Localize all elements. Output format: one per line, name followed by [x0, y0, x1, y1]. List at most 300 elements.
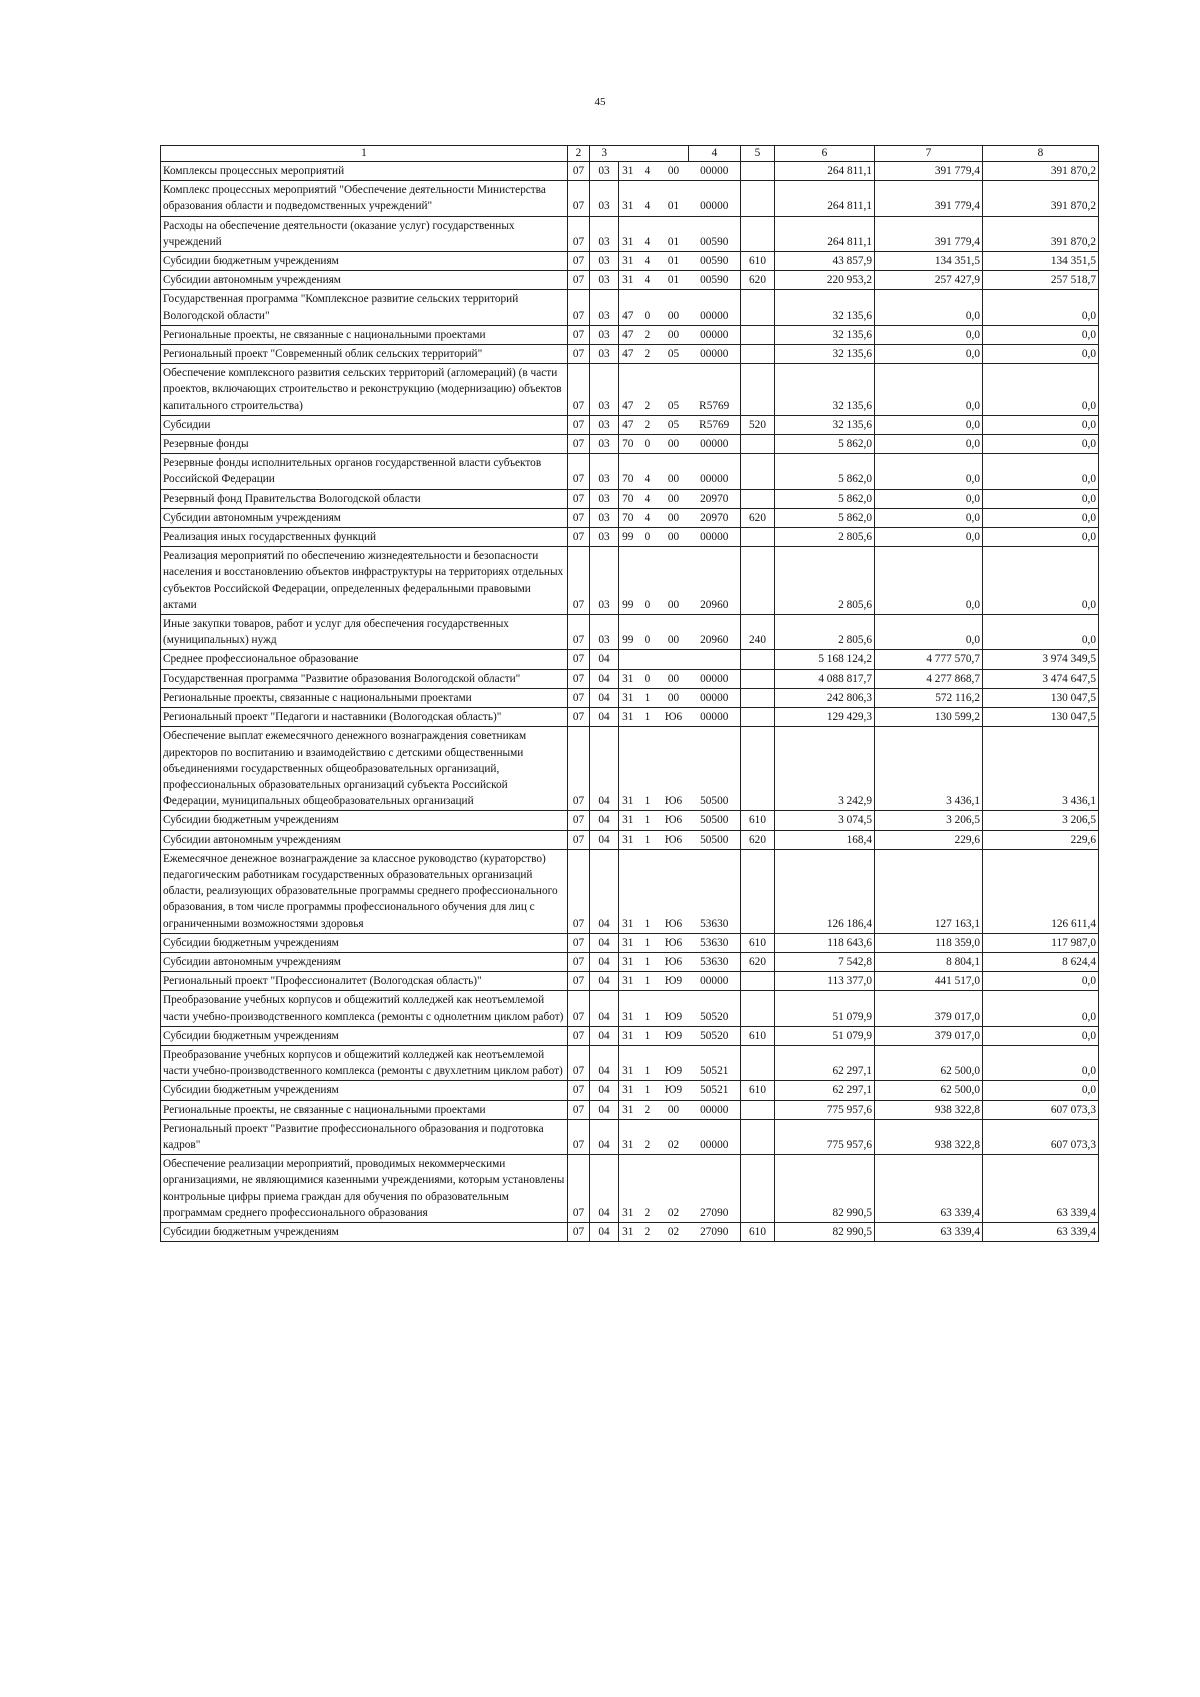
value-col-8: 0,0 — [983, 489, 1099, 508]
code-subsection: 04 — [590, 811, 619, 830]
row-name: Субсидии бюджетным учреждениям — [161, 811, 568, 830]
code-type: 4 — [637, 508, 659, 527]
value-col-6: 264 811,1 — [775, 162, 875, 181]
value-col-8: 229,6 — [983, 830, 1099, 849]
code-subsection: 03 — [590, 489, 619, 508]
code-project: 00 — [659, 489, 689, 508]
value-col-8: 3 436,1 — [983, 727, 1099, 811]
code-project: 01 — [659, 181, 689, 216]
code-expense-type — [741, 1100, 775, 1119]
code-expense-type — [741, 849, 775, 933]
code-expense-type — [741, 547, 775, 615]
code-type — [637, 650, 659, 669]
code-expense-type: 610 — [741, 252, 775, 271]
value-col-7: 134 351,5 — [875, 252, 983, 271]
code-type: 2 — [637, 345, 659, 364]
table-row — [161, 650, 1099, 669]
value-col-6: 5 862,0 — [775, 508, 875, 527]
table-row — [161, 489, 1099, 508]
code-subsection: 04 — [590, 708, 619, 727]
value-col-8: 0,0 — [983, 972, 1099, 991]
code-project: Ю6 — [659, 830, 689, 849]
value-col-6: 168,4 — [775, 830, 875, 849]
code-project: 02 — [659, 1155, 689, 1223]
code-direction: 00000 — [689, 1100, 741, 1119]
code-program: 31 — [619, 688, 637, 707]
code-program: 47 — [619, 364, 637, 416]
code-program: 31 — [619, 933, 637, 952]
code-subsection: 04 — [590, 727, 619, 811]
value-col-8: 0,0 — [983, 615, 1099, 650]
value-col-7: 0,0 — [875, 435, 983, 454]
row-name: Субсидии автономным учреждениям — [161, 271, 568, 290]
row-name: Субсидии бюджетным учреждениям — [161, 1222, 568, 1241]
table-row — [161, 811, 1099, 830]
code-expense-type — [741, 216, 775, 251]
value-col-6: 62 297,1 — [775, 1081, 875, 1100]
code-project: 05 — [659, 415, 689, 434]
table-row — [161, 181, 1099, 216]
table-row — [161, 708, 1099, 727]
value-col-6: 32 135,6 — [775, 290, 875, 325]
value-col-8: 391 870,2 — [983, 181, 1099, 216]
value-col-6: 242 806,3 — [775, 688, 875, 707]
code-subsection: 03 — [590, 615, 619, 650]
code-expense-type: 610 — [741, 1081, 775, 1100]
row-name: Субсидии бюджетным учреждениям — [161, 933, 568, 952]
value-col-7: 0,0 — [875, 508, 983, 527]
value-col-6: 4 088 817,7 — [775, 669, 875, 688]
header-col-5: 5 — [741, 146, 775, 162]
code-type: 0 — [637, 290, 659, 325]
code-program: 47 — [619, 345, 637, 364]
code-program: 47 — [619, 415, 637, 434]
value-col-7: 257 427,9 — [875, 271, 983, 290]
code-project: 00 — [659, 615, 689, 650]
code-program: 31 — [619, 1045, 637, 1080]
row-name: Обеспечение комплексного развития сельских территорий (агломераций) (в части проектов, включающих строительство и реконструкцию (модернизацию) объектов капитального строительства) — [161, 364, 568, 416]
code-expense-type: 610 — [741, 1222, 775, 1241]
value-col-8: 0,0 — [983, 435, 1099, 454]
value-col-6: 129 429,3 — [775, 708, 875, 727]
code-direction: 00000 — [689, 708, 741, 727]
code-subsection: 03 — [590, 290, 619, 325]
code-type: 0 — [637, 547, 659, 615]
code-project: 01 — [659, 252, 689, 271]
table-row — [161, 669, 1099, 688]
code-subsection: 04 — [590, 830, 619, 849]
code-program: 70 — [619, 454, 637, 489]
value-col-8: 391 870,2 — [983, 162, 1099, 181]
value-col-7: 0,0 — [875, 325, 983, 344]
value-col-6: 126 186,4 — [775, 849, 875, 933]
value-col-6: 113 377,0 — [775, 972, 875, 991]
code-section: 07 — [568, 991, 590, 1026]
row-name: Государственная программа "Комплексное развитие сельских территорий Вологодской области" — [161, 290, 568, 325]
code-direction: 50500 — [689, 811, 741, 830]
value-col-8: 257 518,7 — [983, 271, 1099, 290]
code-expense-type: 520 — [741, 415, 775, 434]
table-row — [161, 1155, 1099, 1223]
code-expense-type: 620 — [741, 508, 775, 527]
code-section: 07 — [568, 290, 590, 325]
code-program: 31 — [619, 1026, 637, 1045]
value-col-7: 0,0 — [875, 454, 983, 489]
code-project: 02 — [659, 1222, 689, 1241]
value-col-7: 62 500,0 — [875, 1045, 983, 1080]
code-subsection: 04 — [590, 1026, 619, 1045]
code-section: 07 — [568, 849, 590, 933]
header-col-4: 4 — [689, 146, 741, 162]
value-col-6: 51 079,9 — [775, 991, 875, 1026]
code-subsection: 04 — [590, 688, 619, 707]
value-col-7: 3 436,1 — [875, 727, 983, 811]
value-col-7: 4 277 868,7 — [875, 669, 983, 688]
code-program: 31 — [619, 252, 637, 271]
code-expense-type: 620 — [741, 830, 775, 849]
value-col-6: 5 168 124,2 — [775, 650, 875, 669]
header-col-blank — [619, 146, 689, 162]
value-col-7: 130 599,2 — [875, 708, 983, 727]
code-section: 07 — [568, 547, 590, 615]
code-type: 4 — [637, 216, 659, 251]
row-name: Региональный проект "Профессионалитет (Вологодская область)" — [161, 972, 568, 991]
value-col-6: 2 805,6 — [775, 615, 875, 650]
code-direction: 50500 — [689, 830, 741, 849]
value-col-8: 607 073,3 — [983, 1100, 1099, 1119]
header-col-8: 8 — [983, 146, 1099, 162]
code-program: 31 — [619, 162, 637, 181]
code-section: 07 — [568, 528, 590, 547]
code-direction: 00590 — [689, 271, 741, 290]
code-section: 07 — [568, 650, 590, 669]
code-subsection: 04 — [590, 849, 619, 933]
code-expense-type: 610 — [741, 1026, 775, 1045]
code-program: 99 — [619, 615, 637, 650]
code-expense-type — [741, 669, 775, 688]
row-name: Региональные проекты, не связанные с национальными проектами — [161, 325, 568, 344]
table-row — [161, 252, 1099, 271]
code-subsection: 03 — [590, 454, 619, 489]
code-expense-type — [741, 364, 775, 416]
code-project: Ю9 — [659, 972, 689, 991]
code-section: 07 — [568, 415, 590, 434]
row-name: Региональные проекты, связанные с национальными проектами — [161, 688, 568, 707]
code-direction: 00000 — [689, 528, 741, 547]
header-col-7: 7 — [875, 146, 983, 162]
code-subsection: 04 — [590, 669, 619, 688]
value-col-6: 264 811,1 — [775, 216, 875, 251]
code-subsection: 04 — [590, 1119, 619, 1154]
value-col-7: 229,6 — [875, 830, 983, 849]
code-section: 07 — [568, 252, 590, 271]
code-expense-type — [741, 290, 775, 325]
table-row — [161, 547, 1099, 615]
code-subsection: 04 — [590, 1081, 619, 1100]
code-program: 70 — [619, 489, 637, 508]
code-project: Ю6 — [659, 952, 689, 971]
row-name: Региональный проект "Современный облик сельских территорий" — [161, 345, 568, 364]
value-col-7: 0,0 — [875, 615, 983, 650]
row-name: Обеспечение выплат ежемесячного денежного вознаграждения советникам директоров по воспитанию и взаимодействию с детскими общественными объединениями государственных общеобразовательных организаций, профессиональных образовательных организаций субъекта Российской Федерации, муниципальных общеобразовательных организаций — [161, 727, 568, 811]
table-row — [161, 1081, 1099, 1100]
value-col-6: 32 135,6 — [775, 325, 875, 344]
code-section: 07 — [568, 811, 590, 830]
value-col-8: 63 339,4 — [983, 1155, 1099, 1223]
table-row — [161, 830, 1099, 849]
row-name: Региональный проект "Педагоги и наставники (Вологодская область)" — [161, 708, 568, 727]
code-expense-type — [741, 1119, 775, 1154]
table-row — [161, 1026, 1099, 1045]
code-project: 05 — [659, 345, 689, 364]
code-program: 31 — [619, 216, 637, 251]
row-name: Комплекс процессных мероприятий "Обеспечение деятельности Министерства образования области и подведомственных учреждений" — [161, 181, 568, 216]
code-expense-type: 240 — [741, 615, 775, 650]
code-direction: 00000 — [689, 435, 741, 454]
code-expense-type — [741, 727, 775, 811]
row-name: Резервный фонд Правительства Вологодской области — [161, 489, 568, 508]
code-project: Ю9 — [659, 1081, 689, 1100]
table-row — [161, 290, 1099, 325]
code-subsection: 03 — [590, 325, 619, 344]
code-type: 1 — [637, 688, 659, 707]
value-col-8: 0,0 — [983, 1081, 1099, 1100]
code-program: 31 — [619, 669, 637, 688]
table-row — [161, 688, 1099, 707]
code-direction: 00000 — [689, 345, 741, 364]
code-project: 00 — [659, 669, 689, 688]
row-name: Субсидии автономным учреждениям — [161, 952, 568, 971]
value-col-6: 82 990,5 — [775, 1222, 875, 1241]
code-project: 00 — [659, 454, 689, 489]
row-name: Резервные фонды исполнительных органов государственной власти субъектов Российской Федерации — [161, 454, 568, 489]
code-section: 07 — [568, 325, 590, 344]
code-direction: 27090 — [689, 1222, 741, 1241]
code-type: 1 — [637, 1045, 659, 1080]
value-col-6: 2 805,6 — [775, 528, 875, 547]
code-subsection: 04 — [590, 933, 619, 952]
code-direction: 00000 — [689, 688, 741, 707]
table-row — [161, 325, 1099, 344]
header-row — [161, 146, 1099, 162]
code-direction: 00590 — [689, 216, 741, 251]
code-section: 07 — [568, 181, 590, 216]
value-col-7: 572 116,2 — [875, 688, 983, 707]
table-row — [161, 972, 1099, 991]
code-direction: 20960 — [689, 615, 741, 650]
code-program: 31 — [619, 1119, 637, 1154]
header-col-6: 6 — [775, 146, 875, 162]
value-col-7: 0,0 — [875, 290, 983, 325]
code-project — [659, 650, 689, 669]
value-col-7: 118 359,0 — [875, 933, 983, 952]
value-col-6: 5 862,0 — [775, 454, 875, 489]
code-direction: 00590 — [689, 252, 741, 271]
code-project: Ю6 — [659, 849, 689, 933]
code-section: 07 — [568, 708, 590, 727]
value-col-7: 379 017,0 — [875, 1026, 983, 1045]
code-expense-type — [741, 454, 775, 489]
code-section: 07 — [568, 435, 590, 454]
value-col-6: 220 953,2 — [775, 271, 875, 290]
code-type: 1 — [637, 811, 659, 830]
code-expense-type — [741, 972, 775, 991]
value-col-8: 0,0 — [983, 290, 1099, 325]
value-col-8: 0,0 — [983, 1026, 1099, 1045]
value-col-8: 3 474 647,5 — [983, 669, 1099, 688]
code-expense-type — [741, 181, 775, 216]
code-section: 07 — [568, 952, 590, 971]
value-col-8: 0,0 — [983, 991, 1099, 1026]
table-row — [161, 454, 1099, 489]
code-type: 2 — [637, 1119, 659, 1154]
code-type: 0 — [637, 669, 659, 688]
code-section: 07 — [568, 1119, 590, 1154]
row-name: Реализация иных государственных функций — [161, 528, 568, 547]
code-section: 07 — [568, 615, 590, 650]
code-section: 07 — [568, 972, 590, 991]
row-name: Комплексы процессных мероприятий — [161, 162, 568, 181]
code-direction: 50520 — [689, 1026, 741, 1045]
code-subsection: 04 — [590, 952, 619, 971]
code-type: 1 — [637, 708, 659, 727]
value-col-6: 82 990,5 — [775, 1155, 875, 1223]
row-name: Иные закупки товаров, работ и услуг для обеспечения государственных (муниципальных) нужд — [161, 615, 568, 650]
code-program: 31 — [619, 727, 637, 811]
table-row — [161, 1100, 1099, 1119]
code-subsection: 04 — [590, 991, 619, 1026]
code-project: Ю6 — [659, 933, 689, 952]
value-col-7: 938 322,8 — [875, 1100, 983, 1119]
value-col-6: 118 643,6 — [775, 933, 875, 952]
code-program: 31 — [619, 991, 637, 1026]
code-project: Ю6 — [659, 708, 689, 727]
code-subsection: 03 — [590, 345, 619, 364]
code-section: 07 — [568, 1155, 590, 1223]
code-direction: R5769 — [689, 364, 741, 416]
code-project: 00 — [659, 162, 689, 181]
code-direction: 00000 — [689, 972, 741, 991]
code-type: 4 — [637, 252, 659, 271]
code-program: 31 — [619, 1155, 637, 1223]
code-type: 4 — [637, 162, 659, 181]
code-subsection: 04 — [590, 972, 619, 991]
code-project: Ю9 — [659, 1045, 689, 1080]
value-col-7: 0,0 — [875, 528, 983, 547]
code-project: 01 — [659, 216, 689, 251]
code-subsection: 04 — [590, 650, 619, 669]
table-row — [161, 162, 1099, 181]
code-type: 4 — [637, 454, 659, 489]
value-col-8: 117 987,0 — [983, 933, 1099, 952]
value-col-6: 43 857,9 — [775, 252, 875, 271]
code-direction: 00000 — [689, 669, 741, 688]
value-col-8: 130 047,5 — [983, 688, 1099, 707]
code-type: 1 — [637, 1081, 659, 1100]
code-type: 2 — [637, 1100, 659, 1119]
value-col-8: 0,0 — [983, 528, 1099, 547]
code-type: 0 — [637, 615, 659, 650]
value-col-6: 5 862,0 — [775, 435, 875, 454]
code-program: 31 — [619, 972, 637, 991]
code-type: 1 — [637, 952, 659, 971]
value-col-6: 5 862,0 — [775, 489, 875, 508]
code-section: 07 — [568, 1026, 590, 1045]
budget-table — [160, 145, 1099, 1242]
code-type: 2 — [637, 1222, 659, 1241]
code-section: 07 — [568, 830, 590, 849]
row-name: Субсидии бюджетным учреждениям — [161, 1026, 568, 1045]
value-col-6: 51 079,9 — [775, 1026, 875, 1045]
code-subsection: 04 — [590, 1045, 619, 1080]
value-col-6: 32 135,6 — [775, 415, 875, 434]
value-col-6: 775 957,6 — [775, 1100, 875, 1119]
code-direction: 20970 — [689, 489, 741, 508]
code-project: 00 — [659, 325, 689, 344]
value-col-6: 3 074,5 — [775, 811, 875, 830]
table-row — [161, 364, 1099, 416]
code-expense-type — [741, 489, 775, 508]
code-type: 4 — [637, 489, 659, 508]
code-type: 1 — [637, 830, 659, 849]
code-section: 07 — [568, 162, 590, 181]
code-program: 31 — [619, 271, 637, 290]
code-program: 47 — [619, 290, 637, 325]
table-row — [161, 615, 1099, 650]
value-col-8: 607 073,3 — [983, 1119, 1099, 1154]
row-name: Расходы на обеспечение деятельности (оказание услуг) государственных учреждений — [161, 216, 568, 251]
value-col-8: 0,0 — [983, 547, 1099, 615]
value-col-7: 0,0 — [875, 345, 983, 364]
code-expense-type — [741, 708, 775, 727]
code-type: 2 — [637, 415, 659, 434]
code-expense-type — [741, 528, 775, 547]
value-col-8: 0,0 — [983, 325, 1099, 344]
row-name: Субсидии автономным учреждениям — [161, 508, 568, 527]
table-row — [161, 991, 1099, 1026]
row-name: Ежемесячное денежное вознаграждение за классное руководство (кураторство) педагогическим работникам государственных образовательных организаций области, реализующих образовательные программы среднего профессионального образования, в том числе программы профессионального обучения для лиц с ограниченными возможностями здоровья — [161, 849, 568, 933]
page-number: 45 — [594, 96, 606, 108]
code-direction — [689, 650, 741, 669]
code-expense-type — [741, 162, 775, 181]
code-expense-type — [741, 435, 775, 454]
code-section: 07 — [568, 364, 590, 416]
table-row — [161, 1045, 1099, 1080]
code-section: 07 — [568, 345, 590, 364]
code-direction: 00000 — [689, 290, 741, 325]
value-col-7: 62 500,0 — [875, 1081, 983, 1100]
code-program: 99 — [619, 528, 637, 547]
header-col-1: 1 — [161, 146, 568, 162]
value-col-6: 2 805,6 — [775, 547, 875, 615]
row-name: Обеспечение реализации мероприятий, проводимых некоммерческими организациями, не являющимися казенными учреждениями, которым установлены контрольные цифры приема граждан для обучения по образовательным программам среднего профессионального образования — [161, 1155, 568, 1223]
code-type: 2 — [637, 1155, 659, 1223]
row-name: Среднее профессиональное образование — [161, 650, 568, 669]
code-section: 07 — [568, 1222, 590, 1241]
code-program: 31 — [619, 811, 637, 830]
code-expense-type: 610 — [741, 933, 775, 952]
code-project: Ю9 — [659, 991, 689, 1026]
code-expense-type — [741, 1155, 775, 1223]
code-subsection: 03 — [590, 528, 619, 547]
table-row — [161, 345, 1099, 364]
table-row — [161, 849, 1099, 933]
value-col-7: 0,0 — [875, 364, 983, 416]
value-col-7: 391 779,4 — [875, 216, 983, 251]
code-section: 07 — [568, 727, 590, 811]
code-type: 4 — [637, 181, 659, 216]
code-program: 31 — [619, 1100, 637, 1119]
